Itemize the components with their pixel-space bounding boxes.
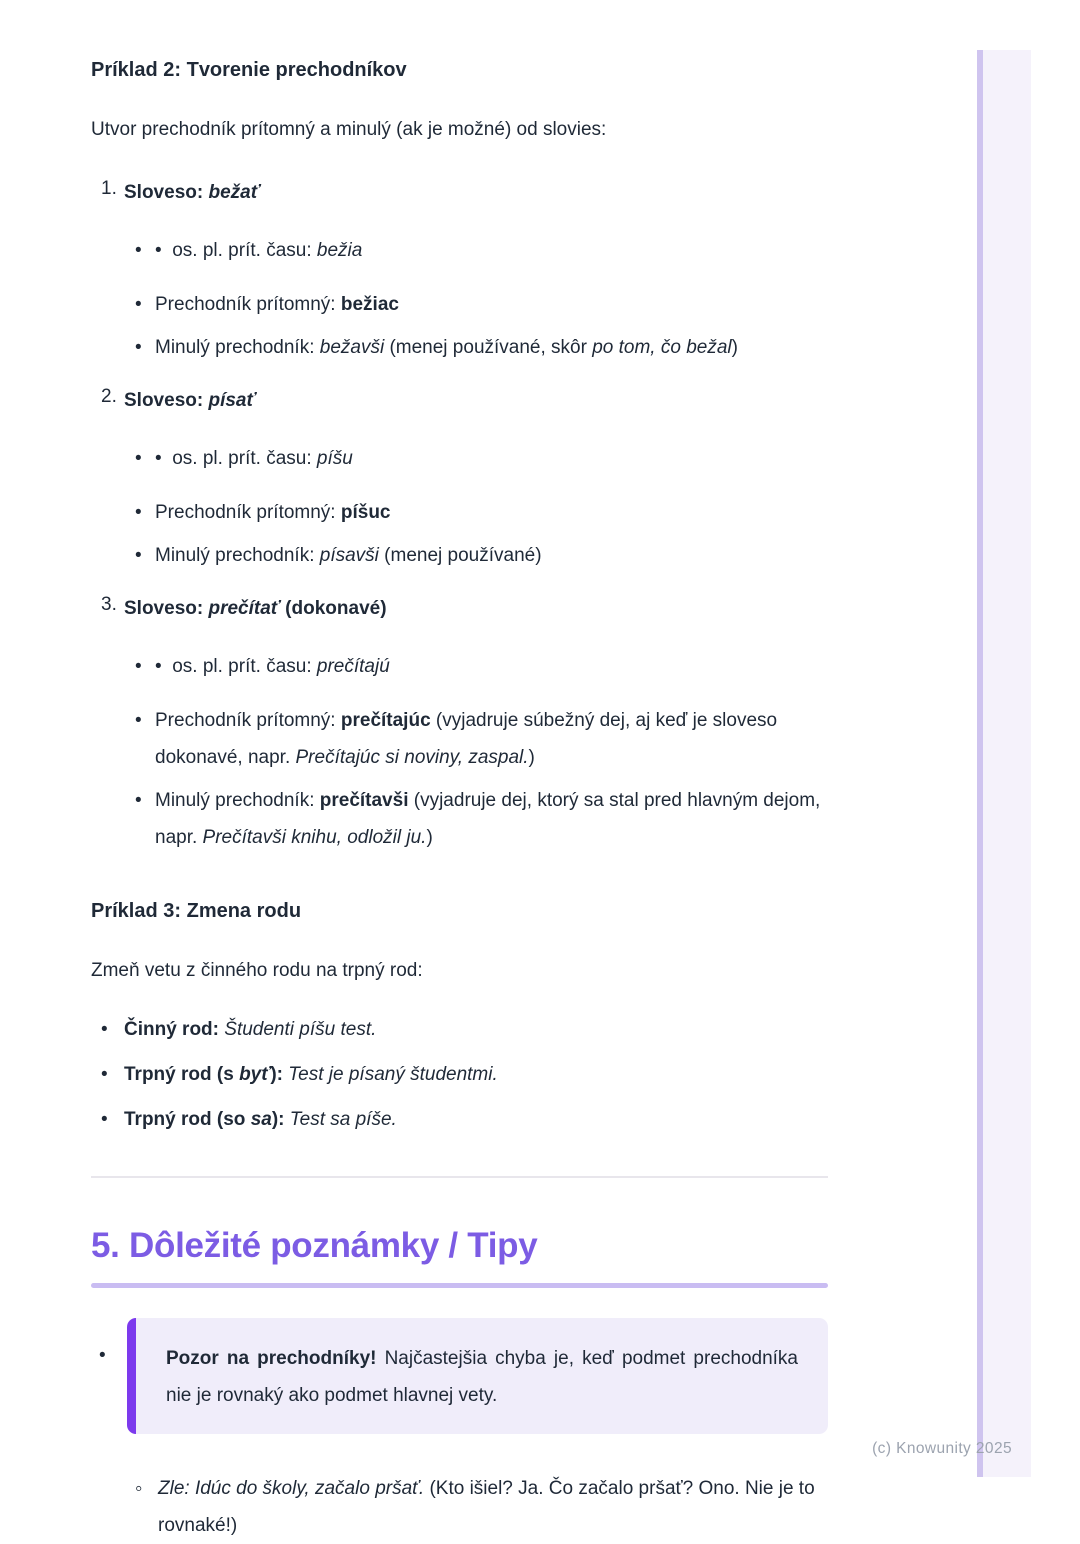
list-item: • Trpný rod (so sa): Test sa píše.	[91, 1105, 828, 1134]
list-item: • • os. pl. prít. času: prečítajú	[124, 648, 828, 685]
rod-list	[91, 1015, 828, 1134]
verb-detail-list	[124, 648, 828, 856]
list-item: • Prechodník prítomný: píšuc	[124, 494, 828, 531]
verb-detail-list	[124, 440, 828, 574]
notes-content	[91, 0, 828, 1544]
list-item: • • os. pl. prít. času: píšu	[124, 440, 828, 477]
list-item	[91, 174, 828, 366]
verb-title: Sloveso: bežať	[124, 182, 260, 203]
list-item	[91, 1318, 828, 1434]
list-item: • • os. pl. prít. času: bežia	[124, 232, 828, 269]
verb-exercise-list	[91, 174, 828, 856]
verb-title: Sloveso: prečítať (dokonavé)	[124, 598, 387, 619]
warning-callout	[127, 1318, 828, 1434]
list-item	[91, 590, 828, 856]
priklad-3-intro: Zmeň vetu z činného rodu na trpný rod:	[91, 960, 423, 981]
page-edge-strip	[977, 50, 1031, 1477]
list-item	[91, 382, 828, 574]
verb-title: Sloveso: písať	[124, 390, 256, 411]
list-item: • Činný rod: Študenti píšu test.	[91, 1015, 828, 1044]
priklad-2-intro: Utvor prechodník prítomný a minulý (ak je možné) od slovies:	[91, 119, 607, 140]
tipy-list	[91, 1318, 828, 1434]
item-number: 3.	[101, 594, 117, 615]
list-item: • Trpný rod (s byť): Test je písaný študentmi.	[91, 1060, 828, 1089]
list-item: • Minulý prechodník: bežavši (menej používané, skôr po tom, čo bežal)	[124, 329, 828, 366]
heading-priklad-2: Príklad 2: Tvorenie prechodníkov	[91, 59, 407, 81]
list-item: • Minulý prechodník: písavši (menej používané)	[124, 537, 828, 574]
verb-detail-list	[124, 232, 828, 366]
heading-underline	[91, 1283, 828, 1288]
list-item: • Minulý prechodník: prečítavši (vyjadruje dej, ktorý sa stal pred hlavným dejom, napr. Prečítavši knihu, odložil ju.)	[124, 782, 828, 856]
tipy-sub-list	[91, 1470, 828, 1544]
section-divider	[91, 1176, 828, 1178]
watermark: (c) Knowunity 2025	[872, 1440, 1012, 1457]
item-number: 1.	[101, 178, 117, 199]
heading-priklad-3: Príklad 3: Zmena rodu	[91, 900, 302, 922]
list-item: • Prechodník prítomný: prečítajúc (vyjadruje súbežný dej, aj keď je sloveso dokonavé, napr. Prečítajúc si noviny, zaspal.)	[124, 702, 828, 776]
item-number: 2.	[101, 386, 117, 407]
list-item: ◦ Zle: Idúc do školy, začalo pršať. (Kto išiel? Ja. Čo začalo pršať? Ono. Nie je to rovnaké!)	[91, 1470, 828, 1544]
list-item: • Prechodník prítomný: bežiac	[124, 286, 828, 323]
callout-text: • Pozor na prechodníky! Najčastejšia chyba je, keď podmet prechodníka nie je rovnaký ako podmet hlavnej vety.	[166, 1348, 798, 1406]
heading-tipy: 5. Dôležité poznámky / Tipy	[91, 1226, 538, 1265]
